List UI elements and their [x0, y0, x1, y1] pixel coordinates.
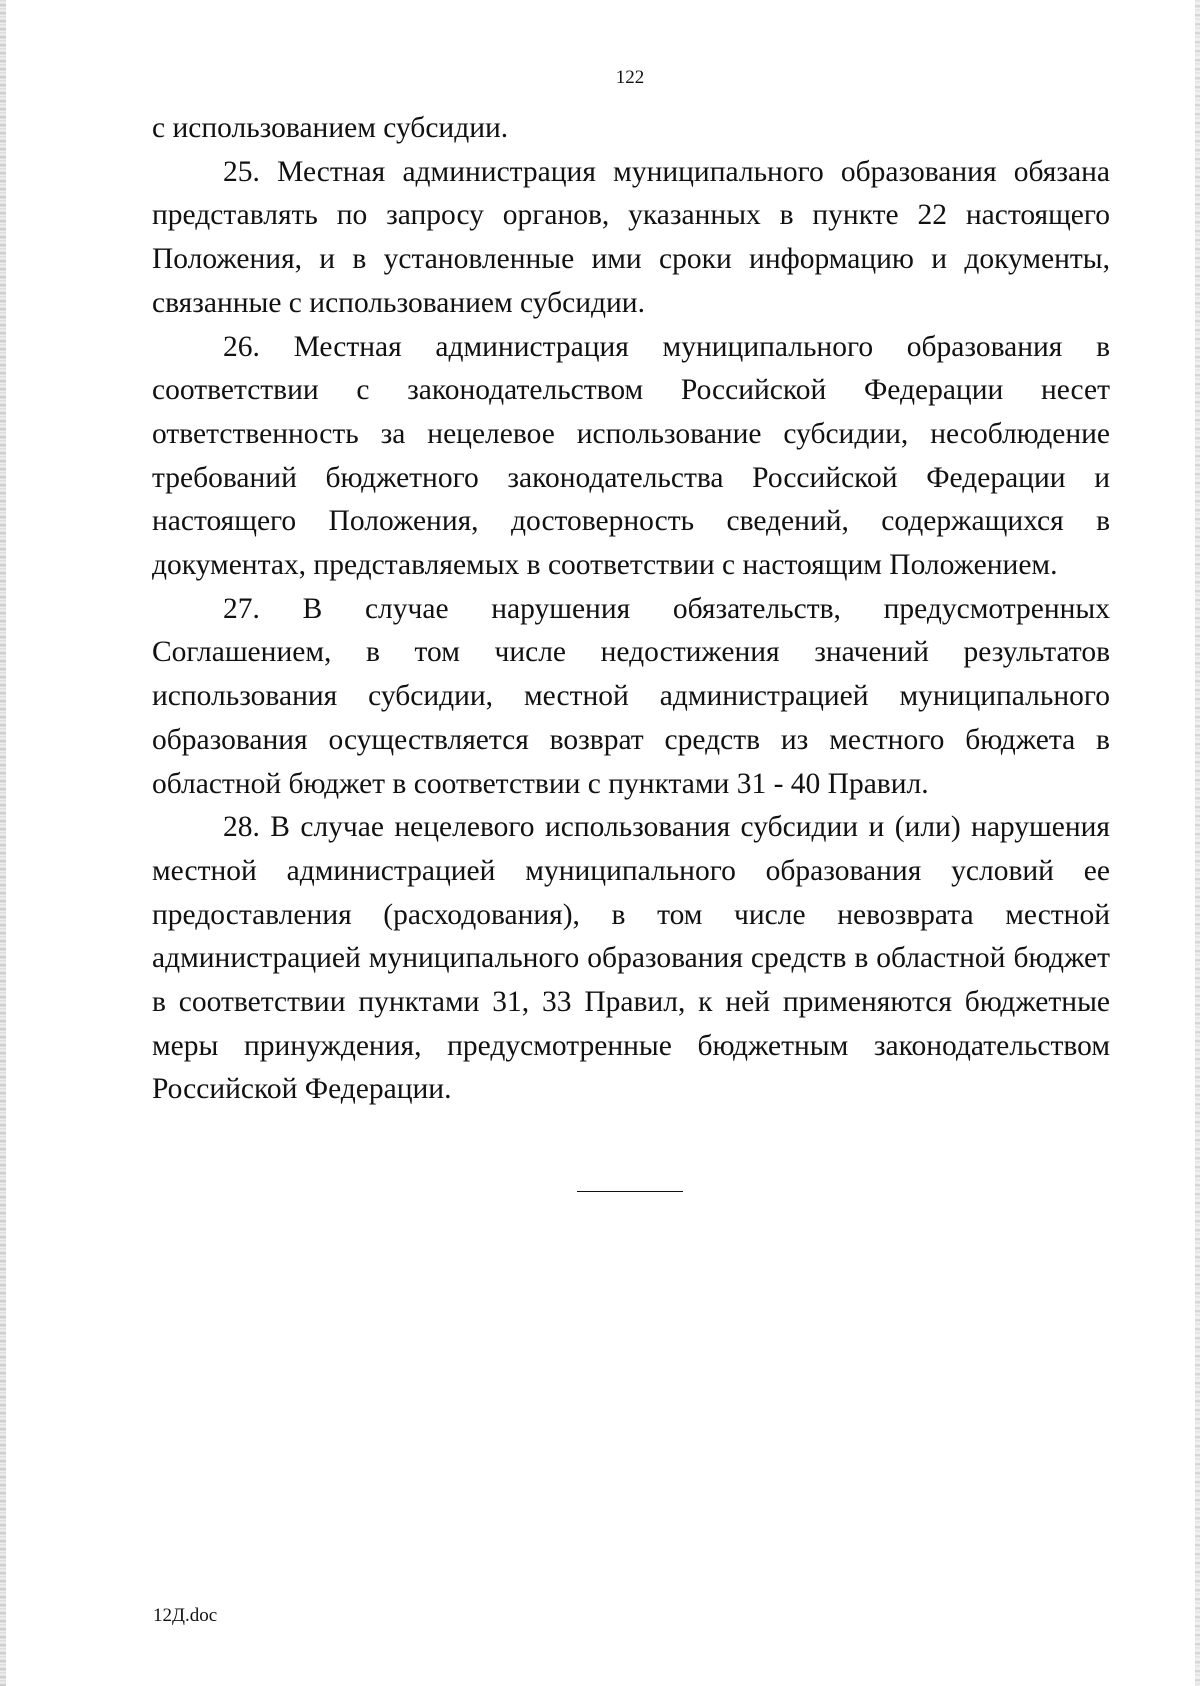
paragraph-26: 26. Местная администрация муниципального образования в соответствии с законодательством Российской Федерации несет ответственность за нецелевое использование субсидии, несоблюдение требований бюджетного законодательства Российской Федерации и настоящего Положения, достоверность сведений, содержащихся в документах, представляемых в соответствии с настоящим Положением.	[152, 330, 1110, 582]
scan-edge-right	[1195, 0, 1200, 1686]
paragraph-27: 27. В случае нарушения обязательств, предусмотренных Соглашением, в том числе недостижения значений результатов использования субсидии, местной администрацией муниципального образования осуществляется возврат средств из местного бюджета в областной бюджет в соответствии с пунктами 31 - 40 Правил.	[152, 592, 1110, 800]
paragraph-28: 28. В случае нецелевого использования субсидии и (или) нарушения местной администрацией муниципального образования условий ее предоставления (расходования), в том числе невозврата местной администрацией муниципального образования средств в областной бюджет в соответствии пунктами 31, 33 Правил, к ней применяются бюджетные меры принуждения, предусмотренные бюджетным законодательством Российской Федерации.	[152, 811, 1110, 1106]
document-body	[152, 107, 1110, 1112]
paragraph-continuation: с использованием субсидии.	[152, 112, 509, 144]
end-separator-line	[577, 1191, 683, 1192]
scan-edge-left	[0, 0, 6, 1686]
page-number: 122	[615, 67, 645, 88]
footer-filename: 12Д.doc	[153, 1605, 218, 1626]
paragraph-25: 25. Местная администрация муниципального образования обязана представлять по запросу органов, указанных в пункте 22 настоящего Положения, и в установленные ими сроки информацию и документы, связанные с использованием субсидии.	[152, 155, 1110, 319]
